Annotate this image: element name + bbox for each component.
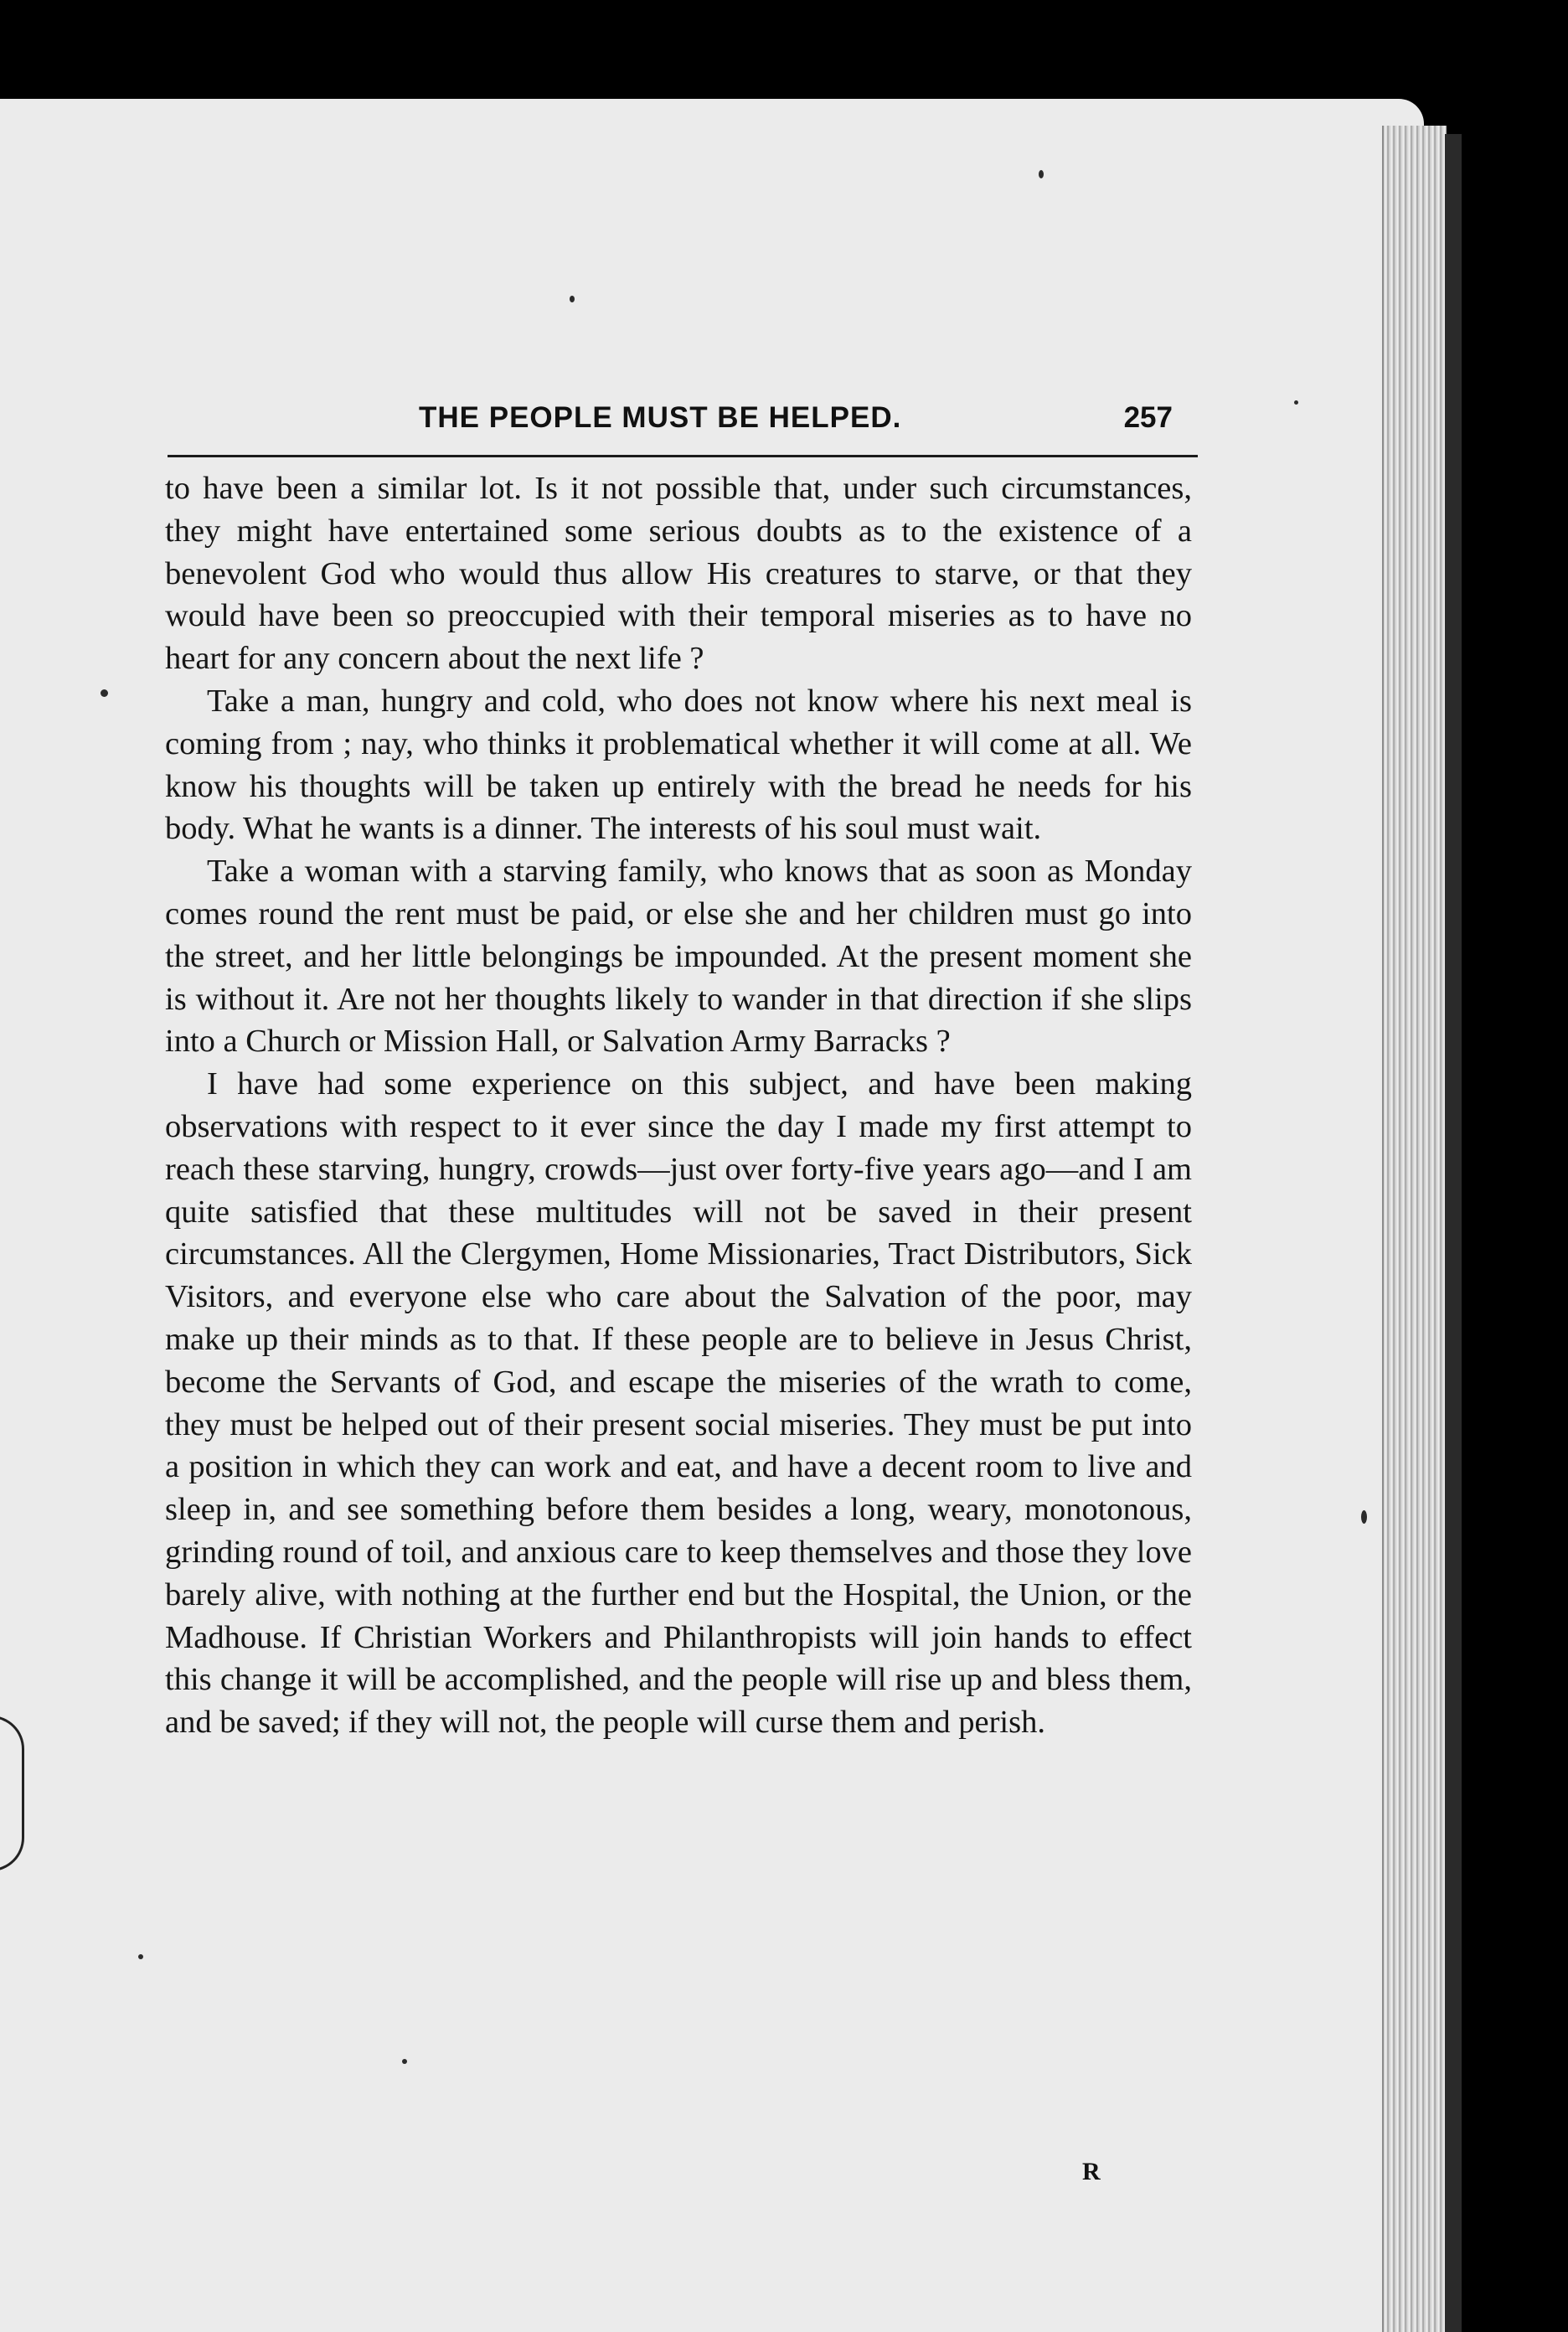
page-edges: [1382, 126, 1447, 2332]
running-head: THE PEOPLE MUST BE HELPED.: [419, 401, 902, 434]
ink-speck: [402, 2059, 407, 2064]
paragraph: Take a man, hungry and cold, who does not know where his next meal is coming from ; nay, who thinks it problematical whether it will come at all. We know his thoughts will be taken up entirely with the bread he needs for his body. What he wants is a dinner. The interests of his soul must wait.: [165, 683, 1192, 847]
ink-speck: [1361, 1510, 1367, 1524]
page-header: [168, 396, 1198, 457]
page-number: 257: [1123, 401, 1173, 434]
ink-speck: [1039, 170, 1044, 178]
book-binding: [1445, 134, 1462, 2332]
ink-speck: [570, 296, 575, 302]
ink-speck: [101, 689, 108, 697]
paragraph-continued: to have been a similar lot. Is it not possible that, under such circumstances, they might have entertained some serious doubts as to the existence of a benevolent God who would thus allow His creatures to starve, or that they would have been so preoccupied with their temporal miseries as to have no heart for any concern about the next life ?: [165, 471, 1192, 677]
margin-pencil-mark: [0, 1715, 24, 1871]
page-paper: [0, 99, 1424, 2332]
paragraph: Take a woman with a starving family, who knows that as soon as Monday comes round the rent must be paid, or else she and her children must go into the street, and her little belongings be impounded. At the present moment she is without it. Are not her thoughts likely to wander in that direction if she slips into a Church or Mission Hall, or Salvation Army Barracks ?: [165, 854, 1192, 1060]
signature-mark: R: [1082, 2158, 1101, 2185]
ink-speck: [138, 1954, 143, 1959]
ink-speck: [1294, 400, 1298, 405]
body-text: [165, 467, 1192, 1744]
paragraph: I have had some experience on this subject, and have been making observations with respect to it ever since the day I made my first attempt to reach these starving, hungry, crowds—just over forty-five years ago—and I am quite satisfied that these multitudes will not be saved in their present circumstances. All the Clergymen, Home Missionaries, Tract Distributors, Sick Visitors, and everyone else who care about the Salvation of the poor, may make up their minds as to that. If these people are to believe in Jesus Christ, become the Servants of God, and escape the miseries of the wrath to come, they must be helped out of their present social miseries. They must be put into a position in which they can work and eat, and have a decent room to live and sleep in, and see something before them besides a long, weary, monotonous, grinding round of toil, and anxious care to keep themselves and those they love barely alive, with nothing at the further end but the Hospital, the Union, or the Madhouse. If Christian Workers and Philanthropists will join hands to effect this change it will be accomplished, and the people will rise up and bless them, and be saved; if they will not, the people will curse them and perish.: [165, 1066, 1192, 1741]
